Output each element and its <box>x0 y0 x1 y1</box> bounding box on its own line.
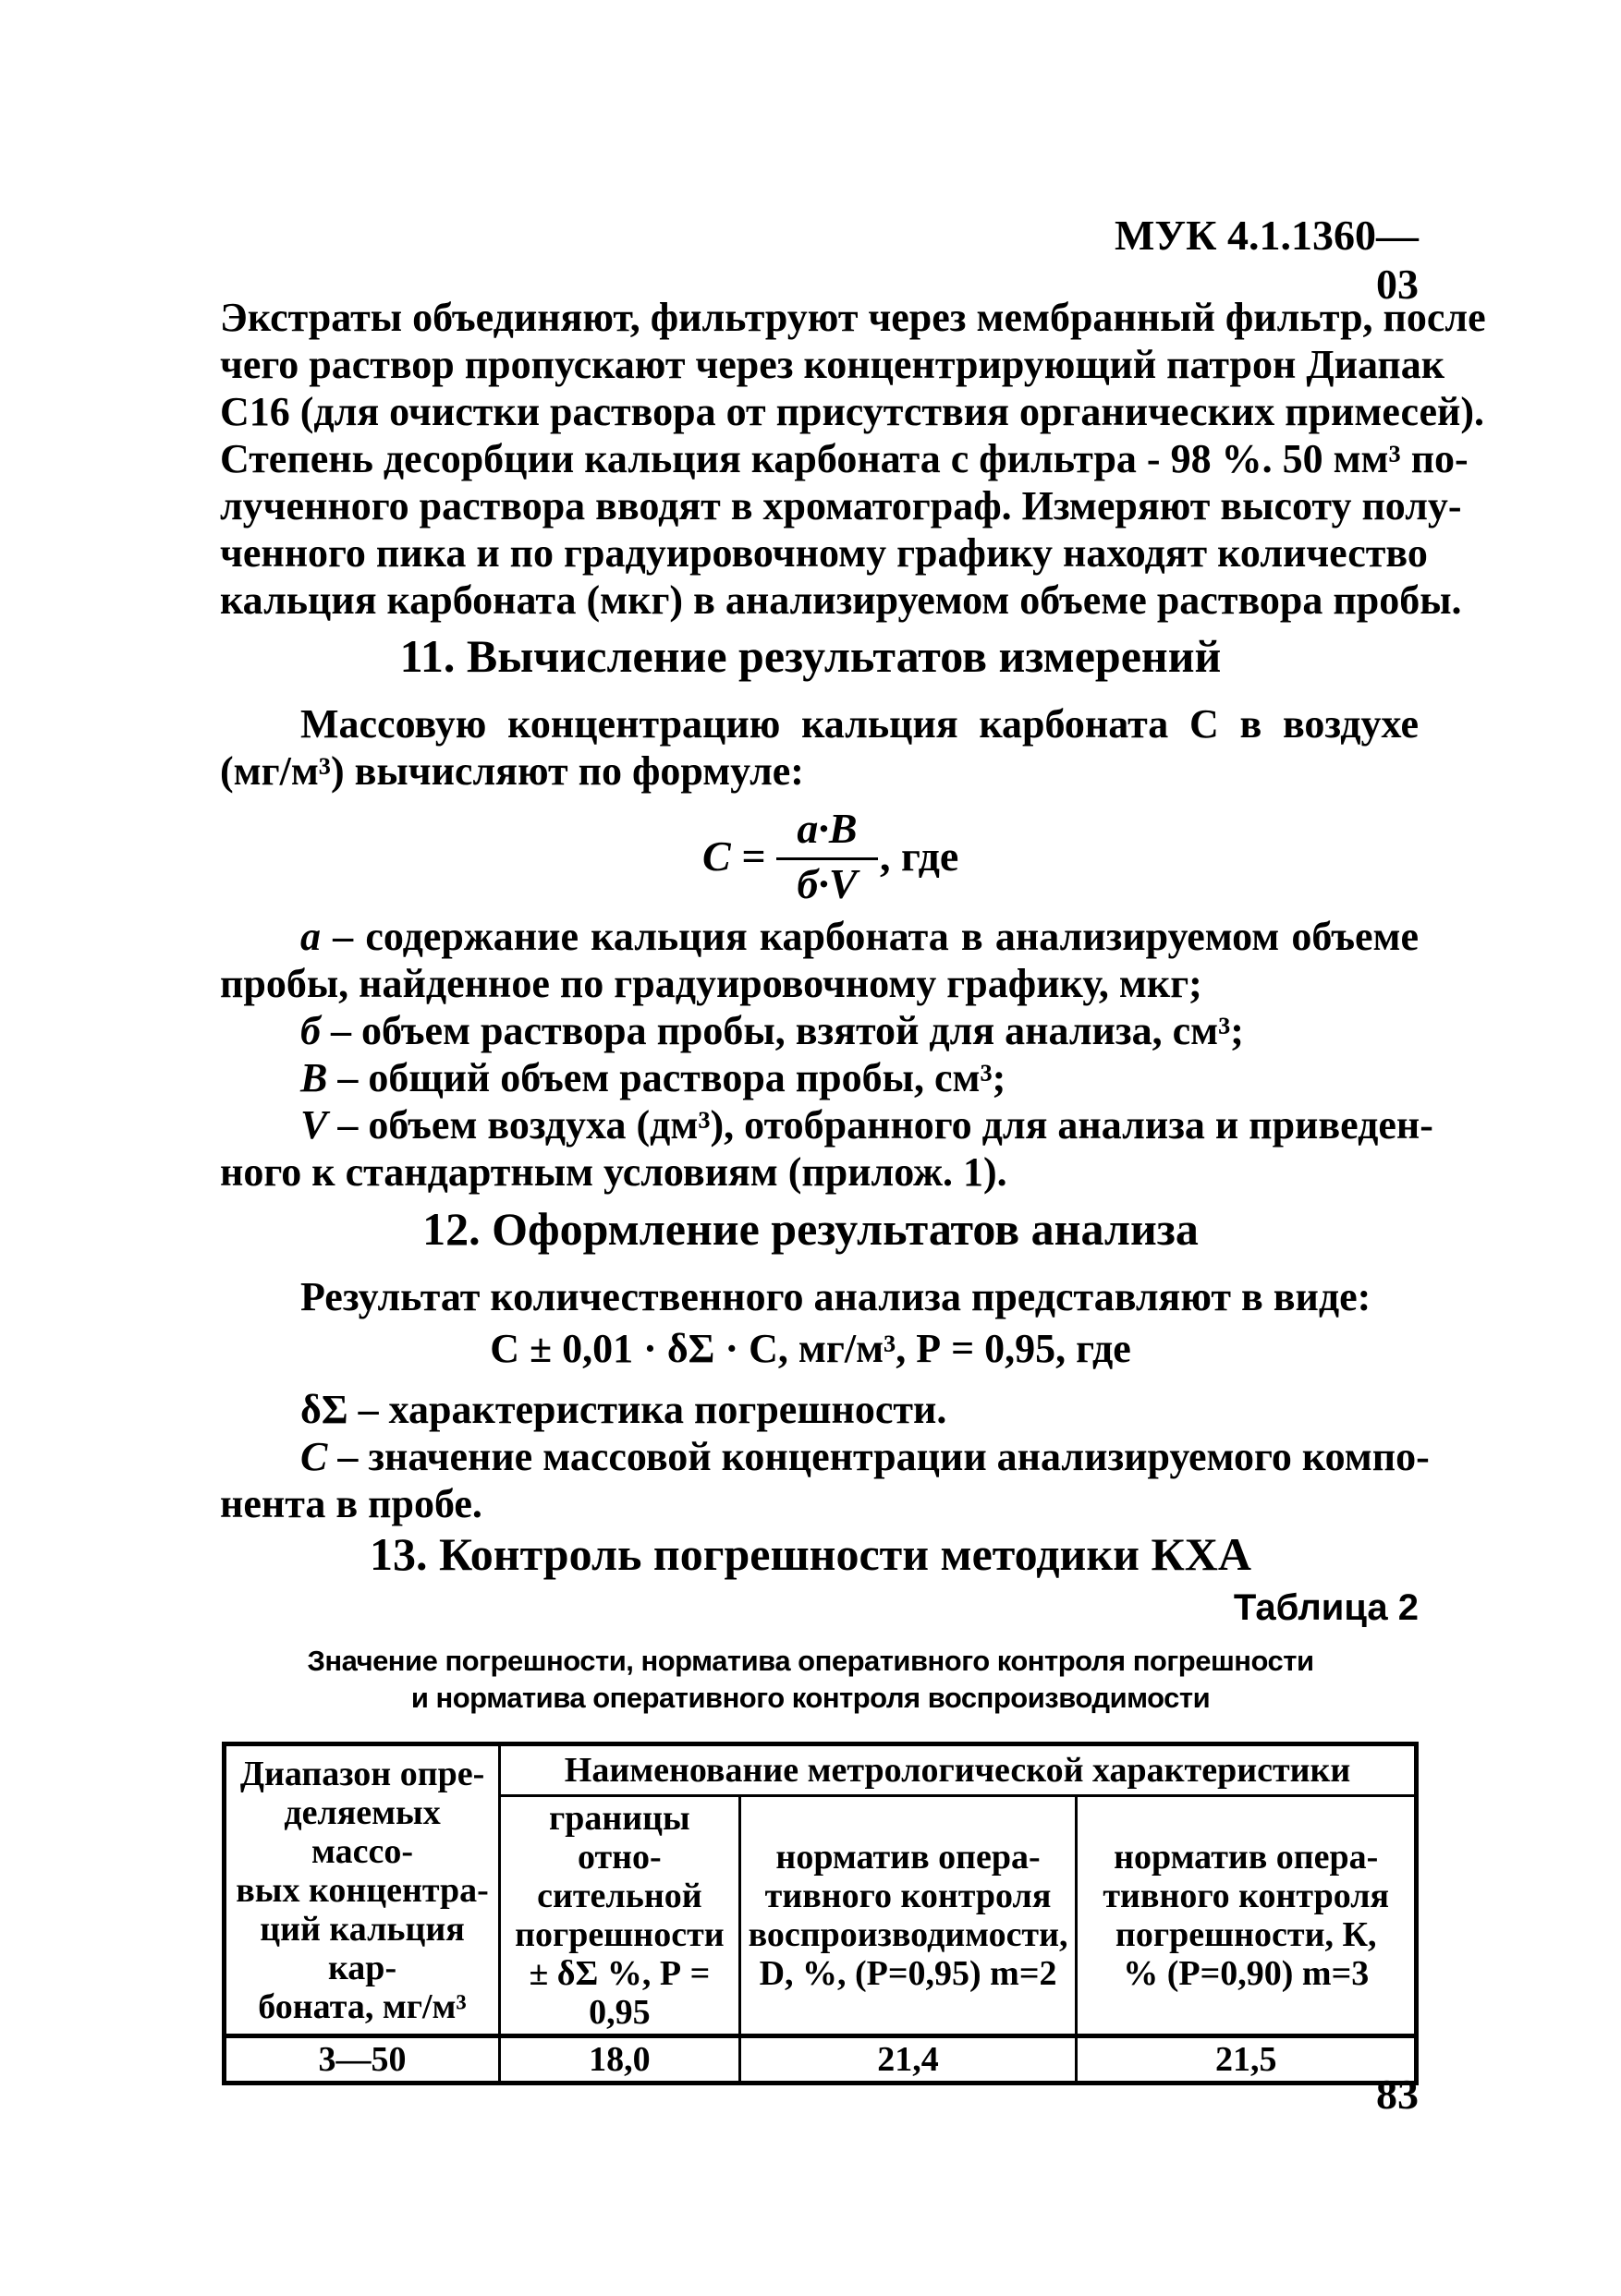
section-13-heading: 13. Контроль погрешности методики КХА <box>370 1528 1251 1580</box>
symbol: а <box>300 914 321 959</box>
definition-line <box>300 913 1419 961</box>
concentration-formula <box>684 804 980 915</box>
definition-text: – объем воздуха (дм³), отобранного для анализа и приведен- <box>327 1102 1433 1148</box>
delta-definition: δΣ – характеристика погрешности. <box>300 1387 947 1432</box>
header-line: погрешности <box>515 1915 725 1954</box>
header-line: сительной <box>537 1877 702 1915</box>
table-header-row <box>225 1744 1417 1796</box>
header-line: Диапазон опре- <box>239 1754 485 1793</box>
header-line: тивного контроля <box>764 1877 1052 1915</box>
table-cell: 21,5 <box>1077 2036 1417 2083</box>
page-number: 83 <box>1376 2071 1419 2118</box>
header-line: % (Р=0,90) m=3 <box>1123 1954 1370 1993</box>
definition-text: – общий объем раствора пробы, см³; <box>327 1055 1006 1100</box>
header-line: границы отно- <box>548 1799 690 1877</box>
table-label: Таблица 2 <box>1233 1587 1419 1628</box>
text-line: ченного пика и по градуировочному графику находят количество <box>220 530 1428 576</box>
header-line: норматив опера- <box>1114 1838 1379 1877</box>
header-line: D, %, (Р=0,95) m=2 <box>759 1954 1057 1993</box>
formula-lhs: С = <box>702 832 766 880</box>
table-cell: 3—50 <box>225 2036 500 2083</box>
header-line: деляемых массо- <box>284 1792 441 1871</box>
definition-text: – значение массовой концентрации анализируемого компо- <box>327 1434 1430 1479</box>
text-line: С16 (для очистки раствора от присутствия органических примесей). <box>220 389 1485 434</box>
subheader-cell <box>739 1796 1077 2036</box>
table-row <box>225 2036 1417 2083</box>
document-code: МУК 4.1.1360—03 <box>1114 212 1419 308</box>
subheader-cell <box>500 1796 740 2036</box>
text-line: Массовую концентрацию кальция карбоната С в воздухе <box>300 701 1419 747</box>
definition-text: – содержание кальция карбоната в анализируемом объеме <box>321 914 1419 959</box>
text-line: Степень десорбции кальция карбоната с фильтра - 98 %. 50 мм³ по- <box>220 436 1469 481</box>
header-line: тивного контроля <box>1103 1877 1390 1915</box>
c-definition-line <box>300 1433 1430 1481</box>
symbol: V <box>300 1102 328 1148</box>
text-line: лученного раствора вводят в хроматограф. Измеряют высоту полу- <box>220 483 1462 528</box>
text-line: чего раствор пропускают через концентрирующий патрон Диапак <box>220 342 1445 387</box>
definition-line: пробы, найденное по градуировочному графику, мкг; <box>220 961 1202 1006</box>
section-12-heading: 12. Оформление результатов анализа <box>422 1203 1199 1255</box>
table-caption-line: Значение погрешности, норматива оперативного контроля погрешности <box>307 1645 1314 1677</box>
text-line: Результат количественного анализа представляют в виде: <box>300 1274 1371 1319</box>
definition-line <box>300 1054 1006 1102</box>
table-caption-line: и норматива оперативного контроля воспроизводимости <box>410 1682 1211 1714</box>
subheader-cell <box>1077 1796 1417 2036</box>
range-header-cell <box>225 1744 500 2036</box>
table-cell: 18,0 <box>500 2036 740 2083</box>
definition-text: – объем раствора пробы, взятой для анализа, см³; <box>320 1008 1244 1053</box>
section-11-heading: 11. Вычисление результатов измерений <box>399 630 1222 682</box>
header-line: ± δΣ %, Р = 0,95 <box>529 1954 711 2032</box>
result-formula: С ± 0,01 · δΣ · С, мг/м³, Р = 0,95, где <box>490 1326 1131 1371</box>
table-cell: 21,4 <box>739 2036 1077 2083</box>
text-line: (мг/м³) вычисляют по формуле: <box>220 748 804 794</box>
metrology-table <box>222 1742 1419 2085</box>
header-line: воспроизводимости, <box>748 1915 1068 1954</box>
header-line: ций кальция кар- <box>260 1909 465 1987</box>
header-line: боната, мг/м³ <box>258 1986 467 2026</box>
header-line: норматив опера- <box>775 1838 1041 1877</box>
text-line: кальция карбоната (мкг) в анализируемом объеме раствора пробы. <box>220 577 1462 623</box>
formula-denominator: б·V <box>797 860 858 907</box>
definition-line <box>300 1007 1244 1055</box>
definition-line: ного к стандартным условиям (прилож. 1). <box>220 1149 1007 1195</box>
symbol: б <box>300 1008 321 1053</box>
group-header-cell: Наименование метрологической характеристики <box>500 1744 1417 1796</box>
formula-tail: , где <box>880 832 959 880</box>
definition-line <box>300 1101 1433 1149</box>
header-line: вых концентра- <box>236 1870 489 1910</box>
symbol: В <box>300 1055 328 1100</box>
c-definition-line: нента в пробе. <box>220 1481 482 1526</box>
symbol: С <box>300 1434 328 1479</box>
header-line: погрешности, К, <box>1115 1915 1377 1954</box>
text-line: Экстраты объединяют, фильтруют через мембранный фильтр, после <box>220 295 1486 340</box>
formula-numerator: a·B <box>797 805 858 852</box>
